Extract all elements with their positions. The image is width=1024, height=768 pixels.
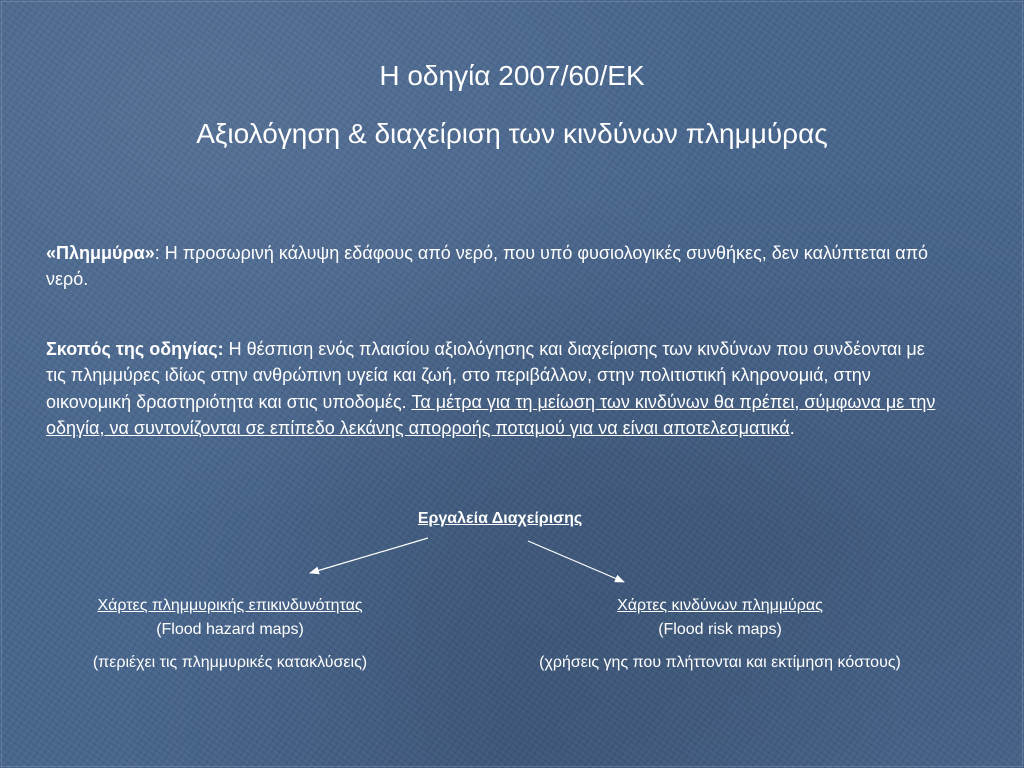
risk-maps-english: (Flood risk maps) <box>658 621 782 638</box>
definition-colon: : <box>154 243 160 263</box>
purpose-end: . <box>789 417 795 438</box>
tools-heading: Εργαλεία Διαχείρισης <box>417 510 583 527</box>
arrow-right <box>528 541 624 582</box>
risk-maps-label: Χάρτες κινδύνων πλημμύρας <box>617 597 823 614</box>
purpose-text: Η θέσπιση ενός πλαισίου αξιολόγησης και διαχείρισης των κινδύνων που συνδέονται με τις πλημμύρες ιδίως στην ανθρώπινη υγεία και ζωή, στο περιβάλλον, στην πολιτιστική κληρονομιά, στην οικονομική δραστηριότητα και στις υποδομές. <box>46 339 925 412</box>
definition-paragraph <box>46 240 946 293</box>
hazard-maps-label: Χάρτες πλημμυρικής επικινδυνότητας <box>97 597 363 614</box>
slide-title: Η οδηγία 2007/60/ΕΚ <box>379 60 645 91</box>
risk-maps-description: (χρήσεις γης που πλήττονται και εκτίμηση κόστους) <box>539 654 901 671</box>
hazard-maps-column <box>30 594 430 675</box>
risk-maps-column <box>470 594 970 675</box>
purpose-label: Σκοπός της οδηγίας: <box>46 339 224 359</box>
hazard-maps-english: (Flood hazard maps) <box>156 621 304 638</box>
purpose-paragraph <box>46 336 946 441</box>
slide-subtitle: Αξιολόγηση & διαχείριση των κινδύνων πλημμύρας <box>196 118 828 149</box>
purpose-underlined-text: Τα μέτρα για τη μείωση των κινδύνων θα πρέπει, σύμφωνα με την οδηγία, να συντονίζονται σε επίπεδο λεκάνης απορροής ποταμού για να είναι αποτελεσματικά <box>46 391 936 438</box>
arrow-left <box>310 538 428 573</box>
hazard-maps-description: (περιέχει τις πλημμυρικές κατακλύσεις) <box>92 654 368 671</box>
definition-term: «Πλημμύρα» <box>46 243 155 263</box>
definition-text: Η προσωρινή κάλυψη εδάφους από νερό, που υπό φυσιολογικές συνθήκες, δεν καλύπτεται από νερό. <box>46 243 929 290</box>
